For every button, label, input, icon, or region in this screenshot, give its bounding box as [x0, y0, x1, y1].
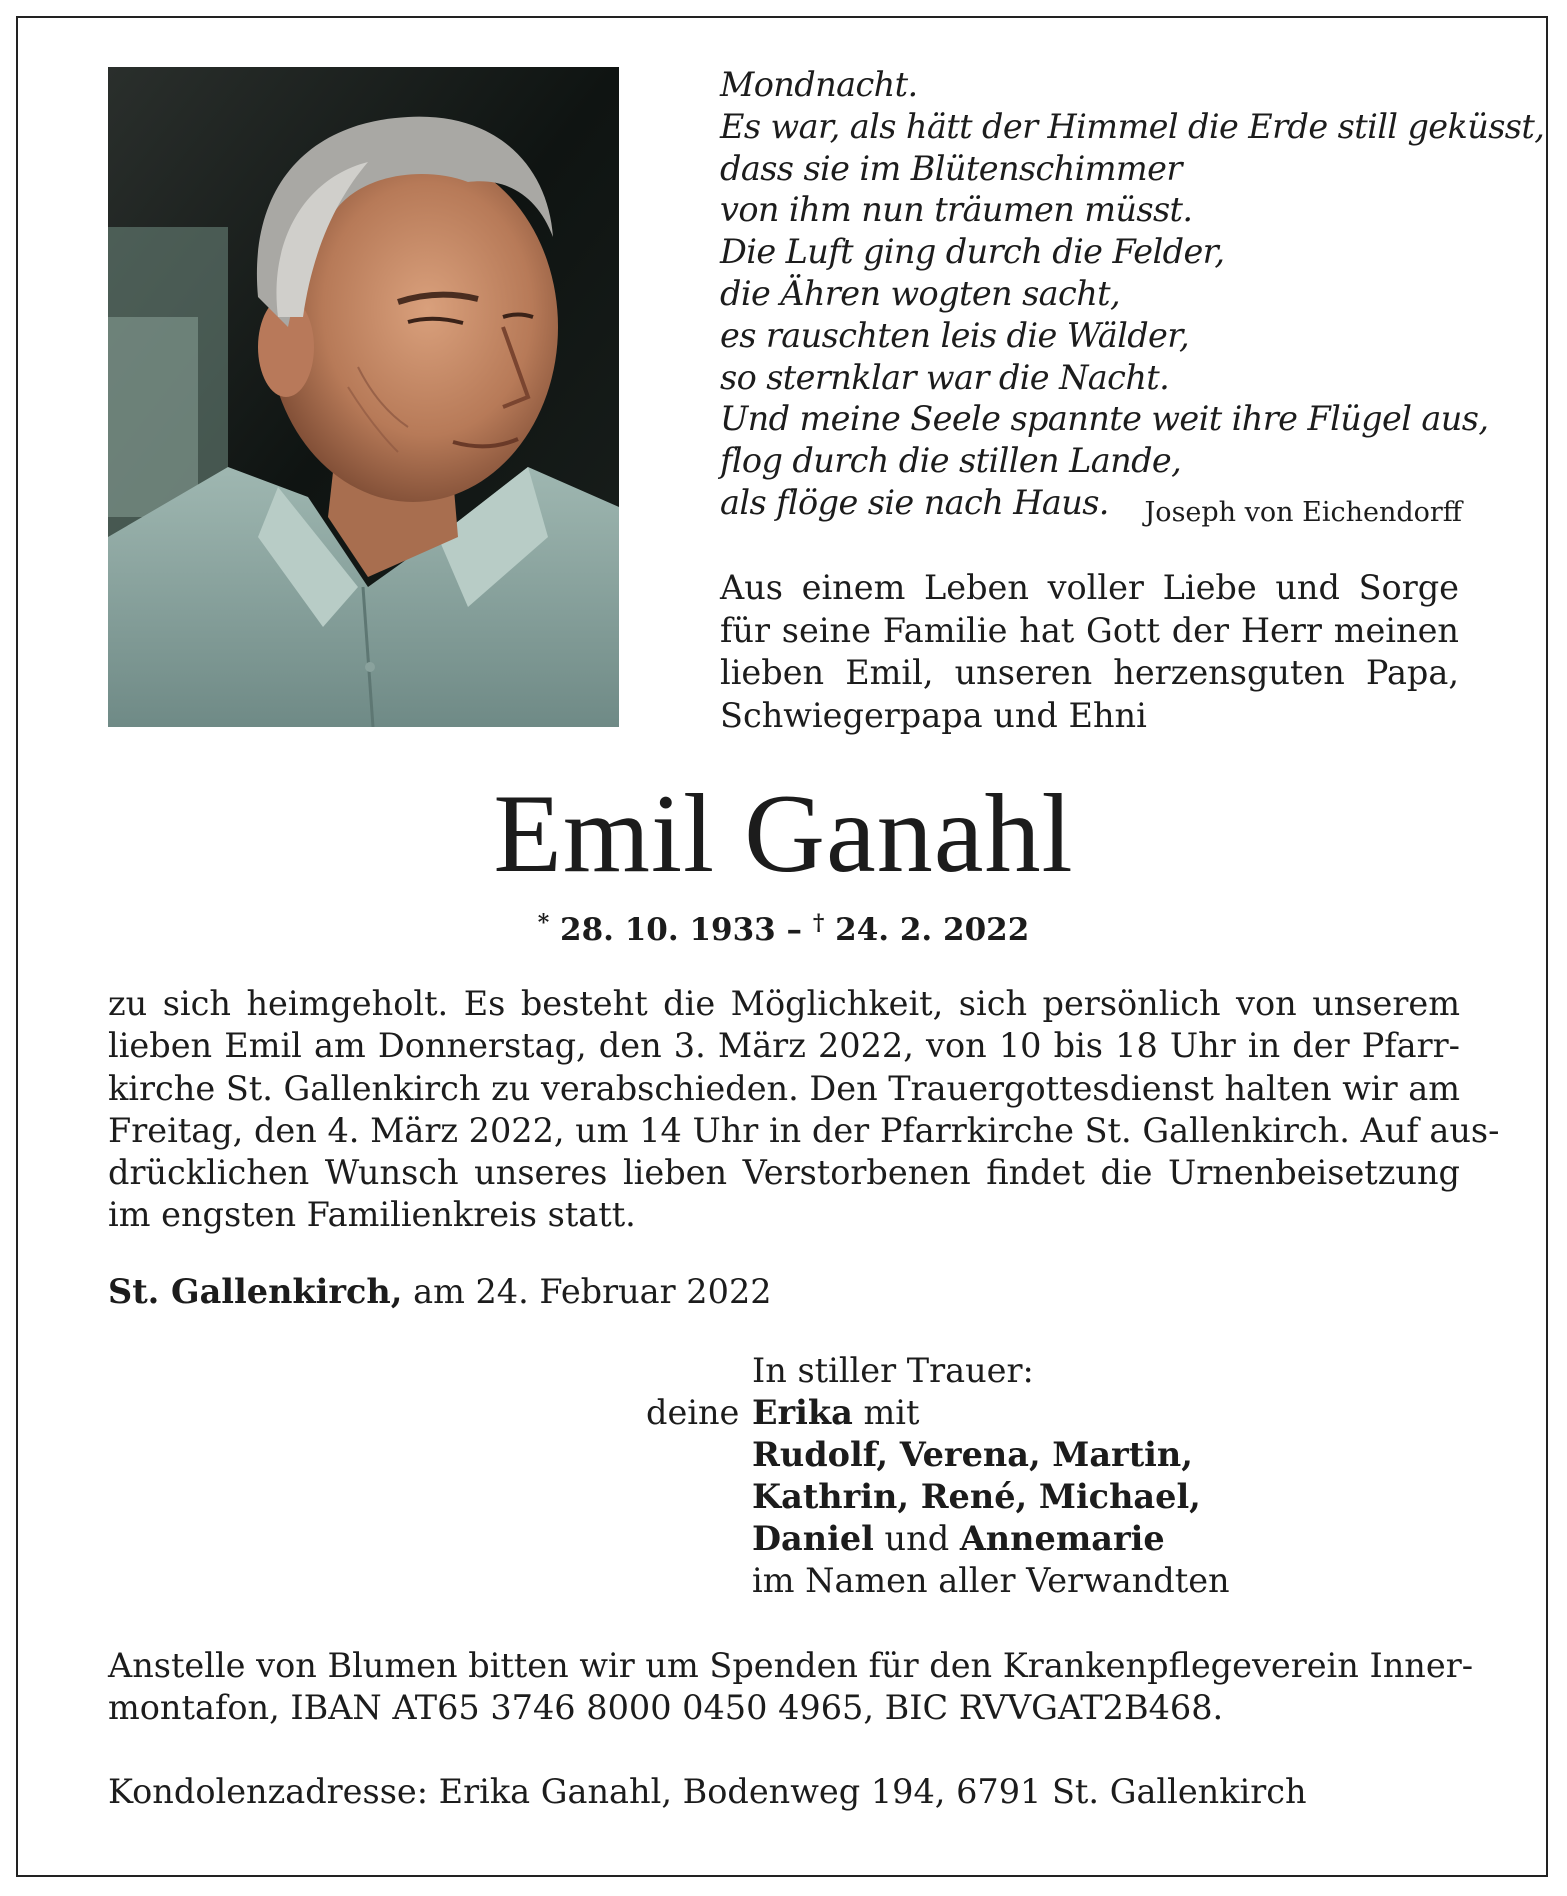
- announcement-text: [108, 983, 1500, 1237]
- birth-symbol: *: [537, 910, 550, 936]
- mourners-block: [646, 1350, 1230, 1602]
- poem-line: es rauschten leis die Wälder,: [720, 315, 1190, 355]
- place-town: St. Gallenkirch,: [108, 1272, 403, 1311]
- mourner-names: Annemarie: [959, 1519, 1165, 1558]
- announcement-line: lieben Emil am Donnerstag, den 3. März 2022, von 10 bis 18 Uhr in der Pfarr-: [108, 1026, 1460, 1066]
- poem-line: von ihm nun träumen müsst.: [720, 190, 1193, 230]
- date-separator: –: [786, 912, 803, 948]
- poem-line: Die Luft ging durch die Felder,: [720, 232, 1225, 272]
- announcement-line: zu sich heimgeholt. Es besteht die Möglichkeit, sich persönlich von unserem: [108, 984, 1460, 1023]
- poem-line: dass sie im Blütenschimmer: [720, 148, 1182, 188]
- announcement-line: drücklichen Wunsch unseres lieben Verstorbenen findet die Urnenbeisetzung: [108, 1153, 1460, 1193]
- poem-line: Es war, als hätt der Himmel die Erde still geküsst,: [720, 106, 1545, 146]
- mourner-and: und: [884, 1519, 950, 1558]
- donation-line: montafon, IBAN AT65 3746 8000 0450 4965, BIC RVVGAT2B468.: [108, 1688, 1224, 1728]
- death-date: 24. 2. 2022: [835, 912, 1030, 948]
- mourners-row-4: [752, 1518, 1230, 1560]
- announcement-line: im engsten Familienkreis statt.: [108, 1195, 636, 1235]
- death-symbol: †: [812, 910, 825, 936]
- mourners-heading: In stiller Trauer:: [752, 1351, 1034, 1390]
- mourner-names: Rudolf, Verena, Martin,: [752, 1435, 1193, 1474]
- announcement-line: Freitag, den 4. März 2022, um 14 Uhr in der Pfarrkirche St. Gallenkirch. Auf aus-: [108, 1110, 1500, 1150]
- birth-date: 28. 10. 1933: [560, 912, 776, 948]
- mourner-names: Daniel: [752, 1519, 874, 1558]
- mourners-row-3: [752, 1476, 1230, 1518]
- poem-line: die Ähren wogten sacht,: [720, 273, 1121, 313]
- poem-author: Joseph von Eichendorff: [1144, 497, 1462, 528]
- deceased-name: Emil Ganahl: [493, 772, 1074, 896]
- mourner-wife: Erika: [752, 1393, 853, 1432]
- intro-text: Aus einem Leben voller Liebe und Sorge für seine Familie hat Gott der Herr meinen lieben Emil, unseren herzensguten Papa, Schwiegerpapa und Ehni: [720, 568, 1459, 735]
- mourner-names: Kathrin, René, Michael,: [752, 1477, 1201, 1516]
- mourners-row-1: [752, 1392, 1230, 1434]
- place-date-text: am 24. Februar 2022: [413, 1272, 772, 1311]
- poem-line: so sternklar war die Nacht.: [720, 357, 1170, 397]
- mourners-closing: im Namen aller Verwandten: [752, 1561, 1230, 1600]
- place-date: [108, 1271, 772, 1313]
- poem: [720, 64, 1545, 528]
- poem-line: als flöge sie nach Haus.: [720, 482, 1109, 522]
- poem-line: flog durch die stillen Lande,: [720, 441, 1182, 481]
- mourner-wife-suffix: mit: [863, 1393, 920, 1432]
- mourners-prefix: deine: [646, 1393, 740, 1432]
- condolence-address: Kondolenzadresse: Erika Ganahl, Bodenweg 194, 6791 St. Gallenkirch: [108, 1772, 1307, 1811]
- mourners-row-2: [752, 1434, 1230, 1476]
- poem-line: Und meine Seele spannte weit ihre Flügel aus,: [720, 399, 1489, 439]
- life-dates: [0, 903, 1567, 950]
- announcement-line: kirche St. Gallenkirch zu verabschieden. Den Trauergottesdienst halten wir am: [108, 1068, 1461, 1108]
- donation-line: Anstelle von Blumen bitten wir um Spenden für den Krankenpflegeverein Inner-: [108, 1646, 1474, 1685]
- portrait-illustration: [108, 67, 619, 727]
- donation-text: [108, 1645, 1474, 1730]
- poem-line: Mondnacht.: [720, 65, 918, 104]
- portrait-photo: [108, 67, 619, 727]
